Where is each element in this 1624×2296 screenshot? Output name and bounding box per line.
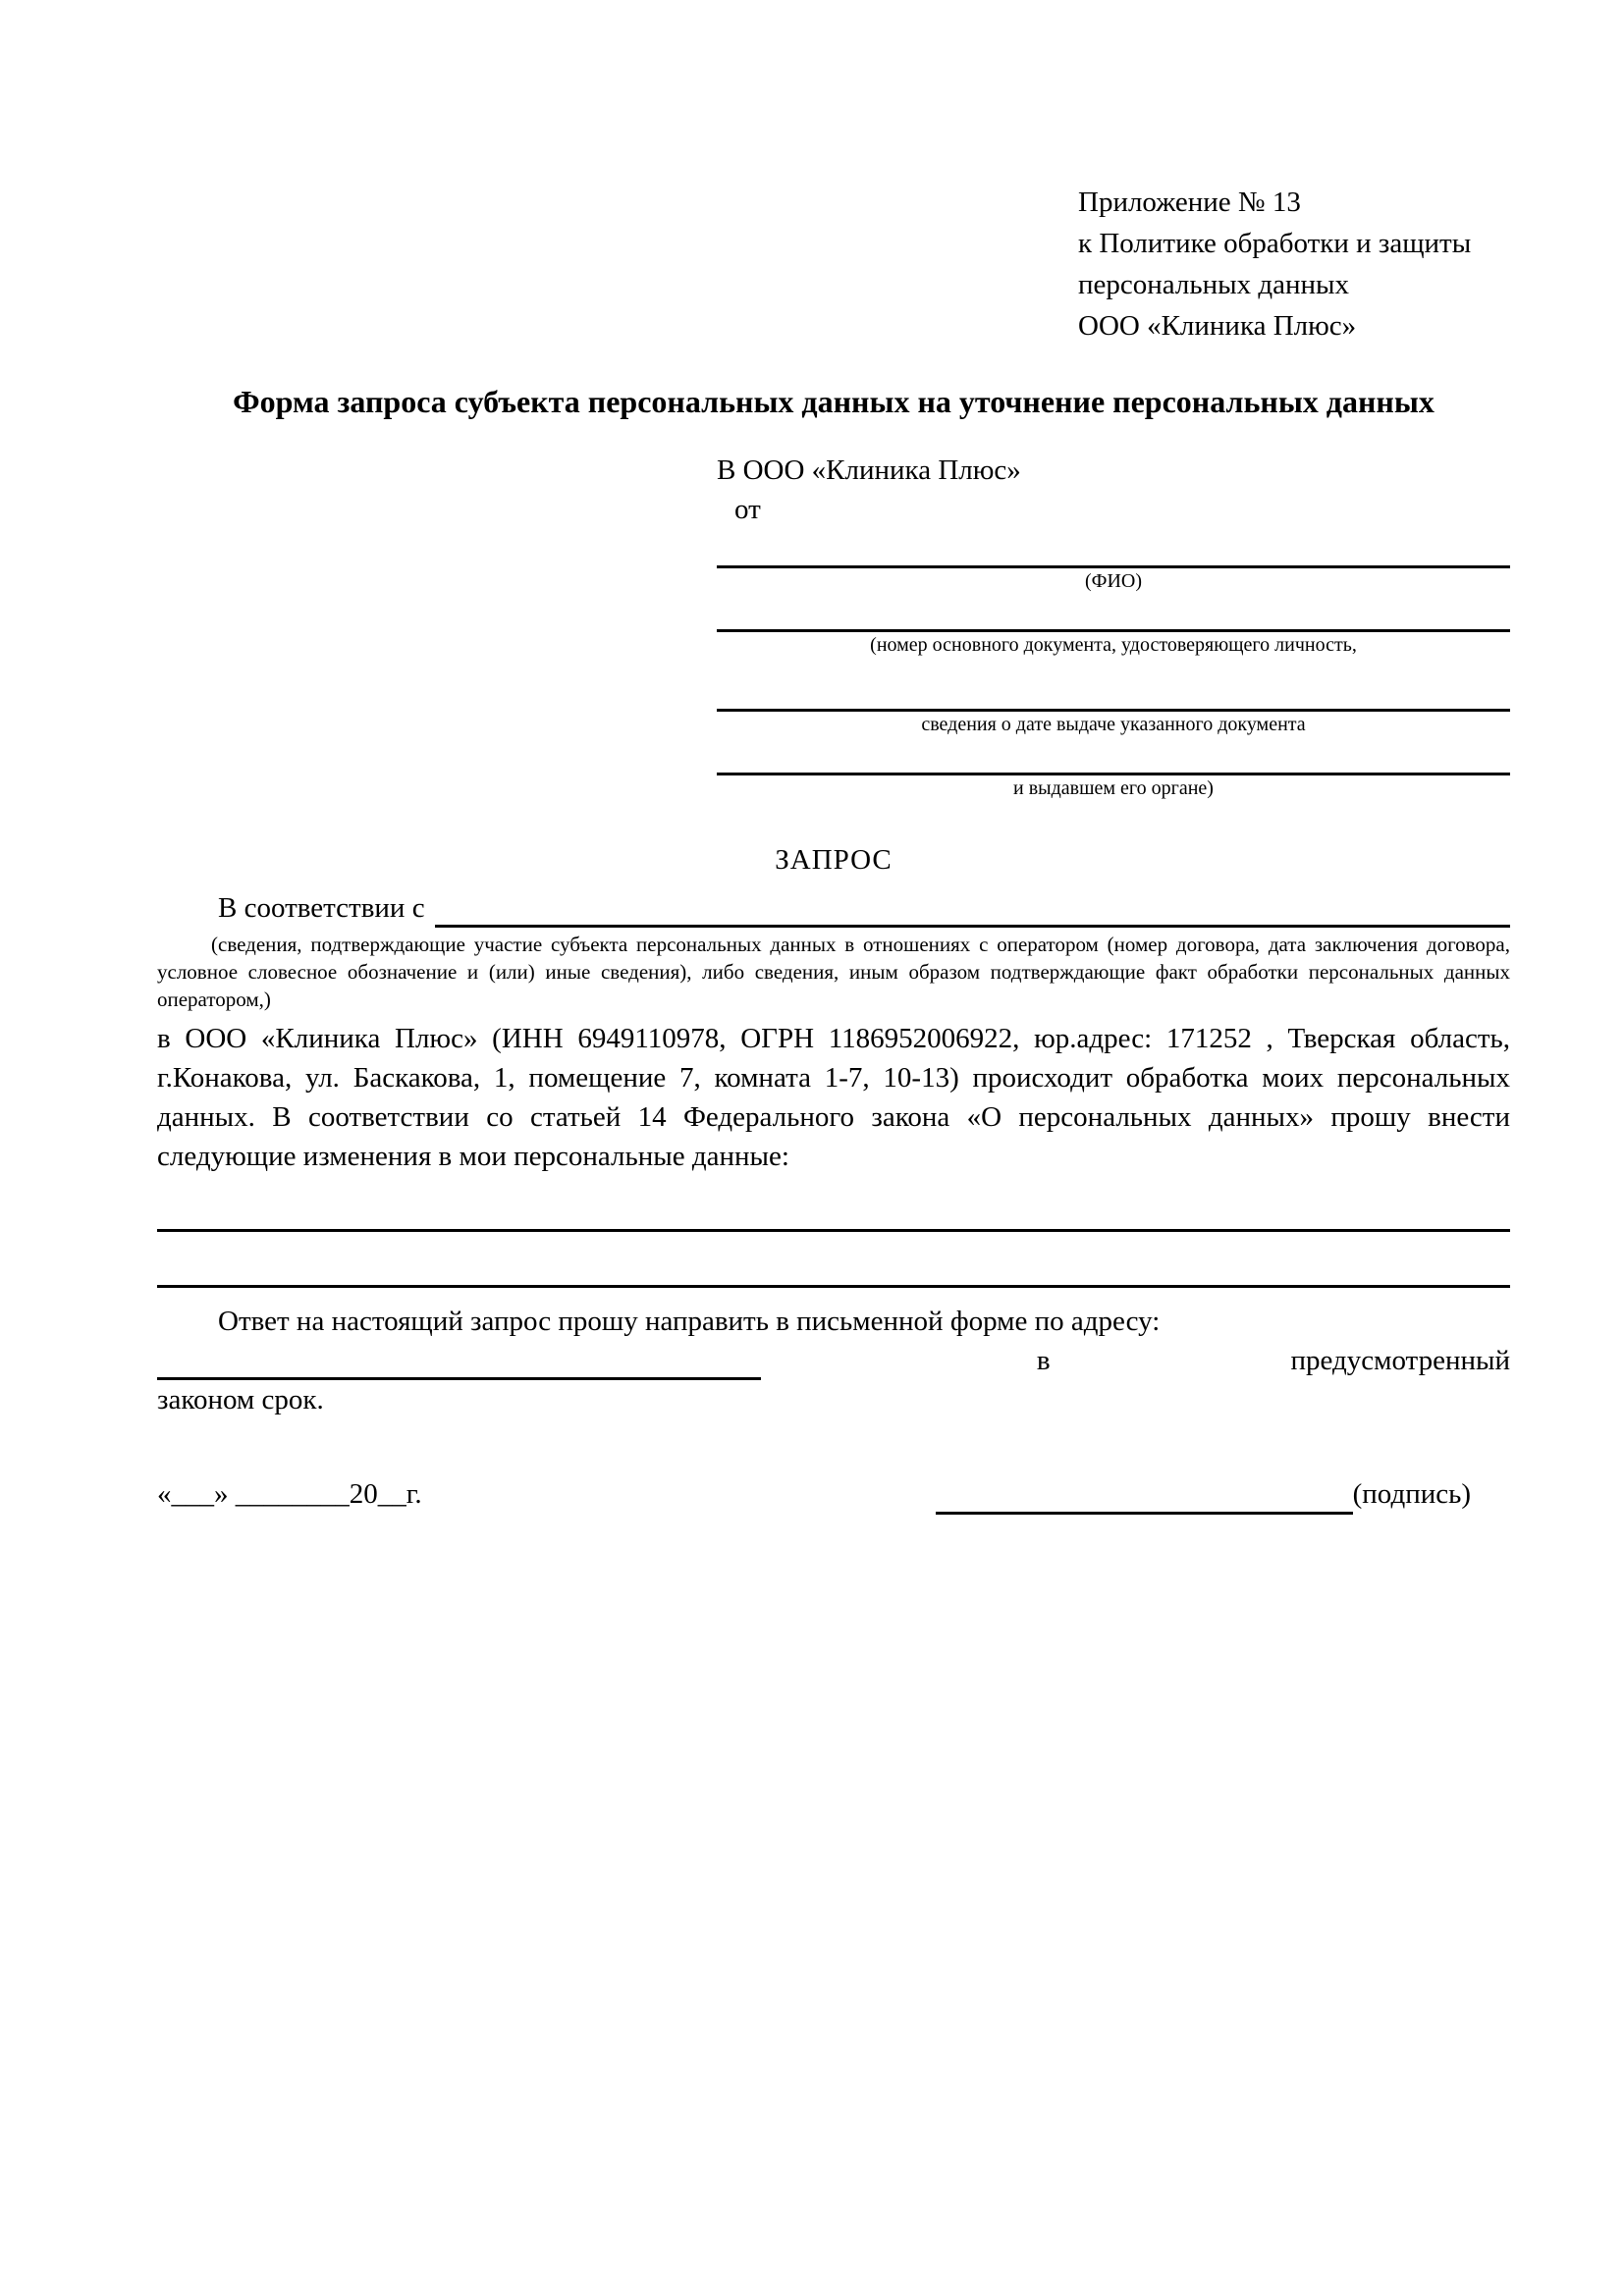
document-title: Форма запроса субъекта персональных данных на уточнение персональных данных xyxy=(233,384,1435,420)
field-issue-date xyxy=(717,658,1510,737)
field-issuing-authority xyxy=(717,737,1510,801)
appendix-line-2: к Политике обработки и защиты xyxy=(1078,228,1472,260)
field-document-number xyxy=(717,594,1510,658)
addressee-to: В ООО «Клиника Плюс» xyxy=(717,454,1021,486)
basis-blank-line[interactable] xyxy=(435,891,1510,928)
issuing-authority-blank-line[interactable] xyxy=(717,737,1510,775)
date-blank[interactable]: «___» ________20__г. xyxy=(157,1478,422,1511)
field-fio xyxy=(717,530,1510,594)
intro-prefix: В соответствии с xyxy=(218,891,425,924)
appendix-line-3: персональных данных xyxy=(1078,269,1350,301)
signature-blank-line[interactable] xyxy=(936,1478,1353,1515)
answer-paragraph-line1: Ответ на настоящий запрос прошу направить в письменной форме по адресу: xyxy=(218,1306,1161,1338)
answer-word-predusmotrenny: предусмотренный xyxy=(1290,1345,1510,1377)
changes-blank-line-1[interactable] xyxy=(157,1180,1510,1232)
document-number-caption: (номер основного документа, удостоверяющего личность, xyxy=(870,633,1357,656)
request-heading: ЗАПРОС xyxy=(775,843,893,876)
addressee-block xyxy=(717,451,1510,801)
appendix-line-4: ООО «Клиника Плюс» xyxy=(1078,310,1357,343)
changes-blank-line-2[interactable] xyxy=(157,1232,1510,1288)
address-blank-line[interactable] xyxy=(157,1344,761,1380)
answer-paragraph-line3: законом срок. xyxy=(157,1384,324,1416)
issuing-authority-caption: и выдавшем его органе) xyxy=(1013,776,1214,799)
signature-caption: (подпись) xyxy=(1352,1478,1471,1511)
intro-row xyxy=(157,888,1510,929)
issue-date-caption: сведения о дате выдаче указанного документа xyxy=(921,713,1306,735)
fio-caption: (ФИО) xyxy=(1084,569,1142,592)
document-number-blank-line[interactable] xyxy=(717,594,1510,632)
intro-note: (сведения, подтверждающие участие субъекта персональных данных в отношениях с оператором (номер договора, дата заключения договора, условное словесное обозначение и (или) иные сведения), либо сведения, иным образом подтверждающие факт обработки персональных данных оператором,) xyxy=(157,933,1510,1011)
request-body: в ООО «Клиника Плюс» (ИНН 6949110978, ОГРН 1186952006922, юр.адрес: 171252 , Тверская область, г.Конакова, ул. Баскакова, 1, помещение 7, комната 1-7, 10-13) происходит обработка моих персональных данных. В соответствии со статьей 14 Федерального закона «О персональных данных» прошу внести следующие изменения в мои персональные данные: xyxy=(157,1023,1510,1173)
signature-group xyxy=(936,1474,1471,1515)
footer-row xyxy=(157,1474,1510,1515)
addressee-from-label: от xyxy=(734,494,761,526)
answer-address-row xyxy=(157,1341,1510,1380)
appendix-block xyxy=(1078,182,1510,347)
answer-word-v: в xyxy=(1036,1345,1051,1377)
issue-date-blank-line[interactable] xyxy=(717,658,1510,712)
fio-blank-line[interactable] xyxy=(717,530,1510,568)
document-content xyxy=(157,0,1510,1515)
appendix-line-1: Приложение № 13 xyxy=(1078,187,1301,218)
